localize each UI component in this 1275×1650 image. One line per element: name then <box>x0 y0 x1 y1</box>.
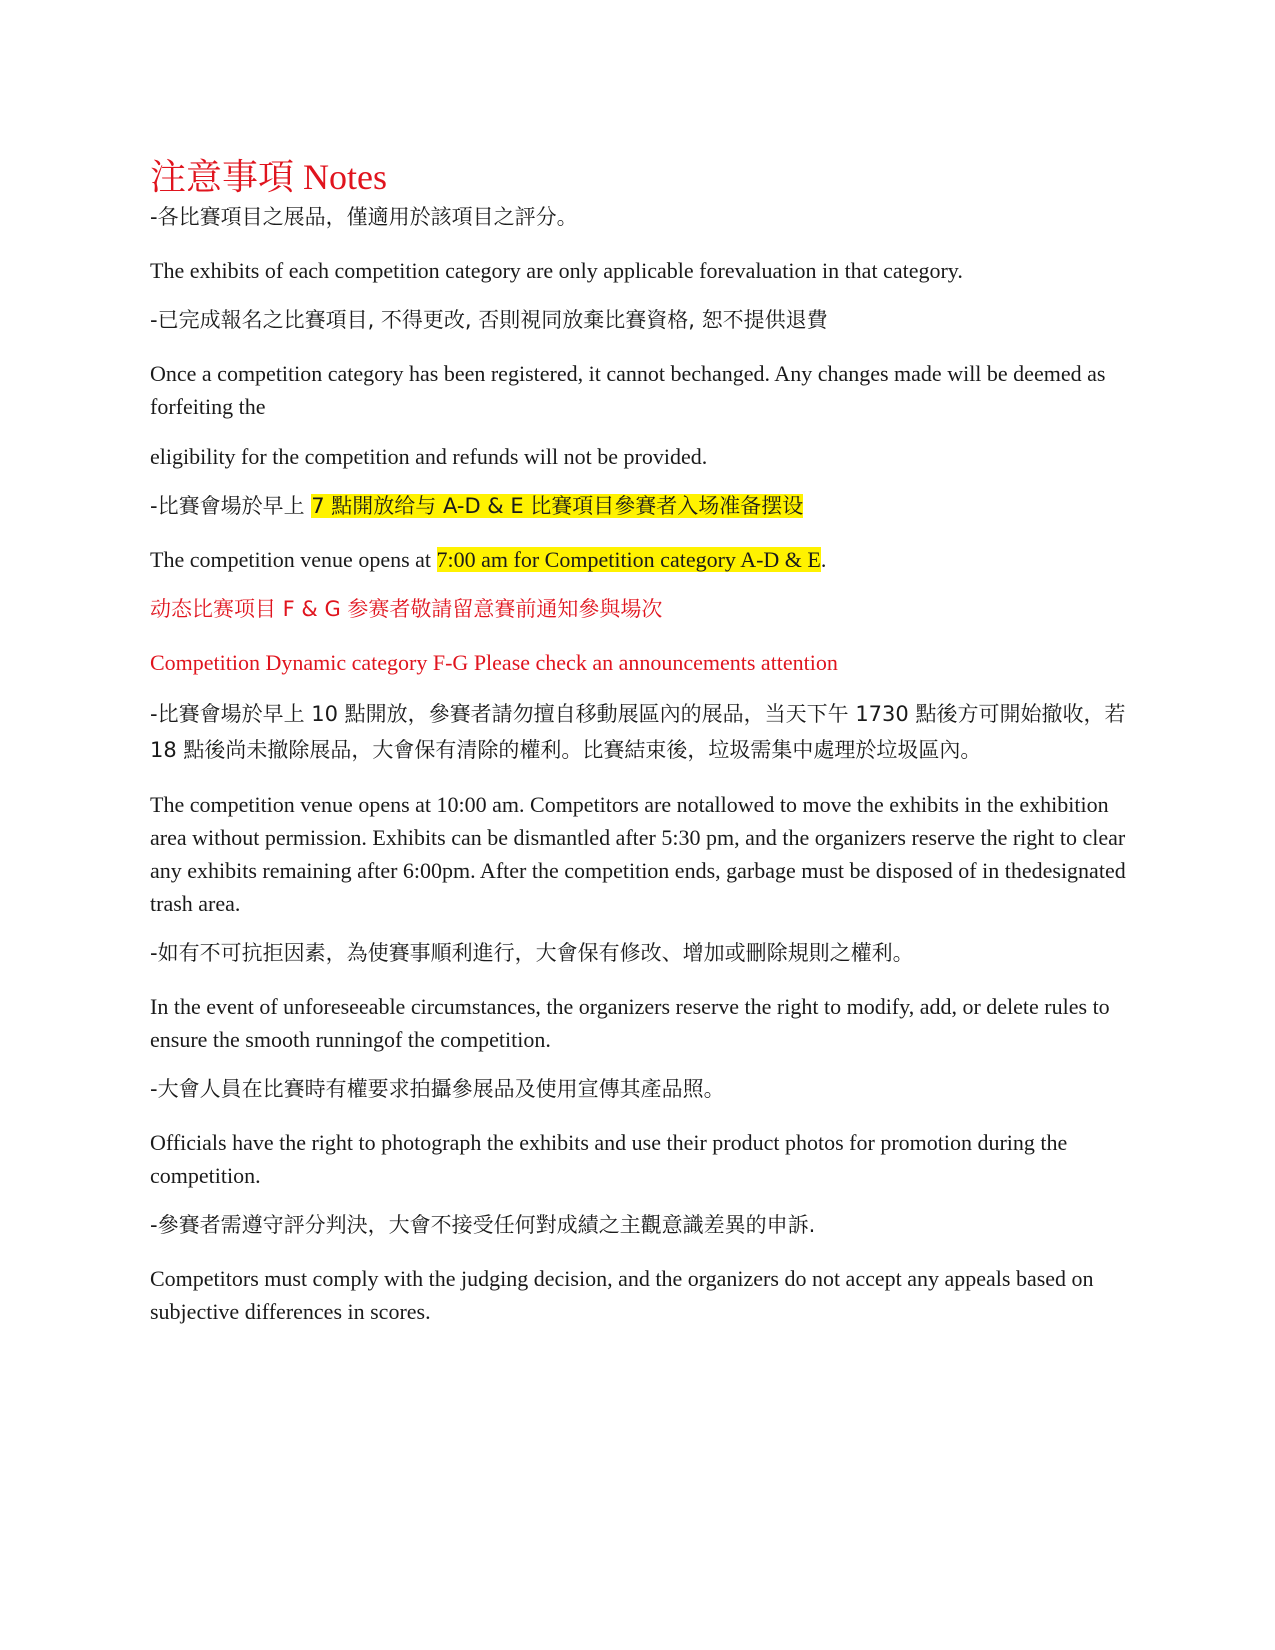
note-2-zh: -已完成報名之比賽項目, 不得更改, 否則視同放棄比賽資格, 恕不提供退費 <box>150 308 828 332</box>
note-4-en: The competition venue opens at 10:00 am. Competitors are notallowed to move the exhibits in the exhibition area without permission. Exhibits can be dismantled after 5:30 pm, and the organizers reserve the right to clear any exhibits remaining after 6:00pm. After the competition ends, garbage must be disposed of in thedesignated trash area. <box>150 792 1126 916</box>
note-2-en-part2: eligibility for the competition and refunds will not be provided. <box>150 444 708 469</box>
note-3-en-prefix: The competition venue opens at <box>150 547 437 572</box>
note-4-zh: -比賽會場於早上 10 點開放，參賽者請勿擅自移動展區內的展品，当天下午 1730 點後方可開始撤收，若 18 點後尚未撤除展品，大會保有清除的權利。比賽結束後，垃圾需集中處理於垃圾區內。 <box>150 702 1126 762</box>
note-7-zh: -參賽者需遵守評分判決，大會不接受任何對成績之主觀意識差異的申訴. <box>150 1213 816 1237</box>
note-1-en: The exhibits of each competition category are only applicable forevaluation in that category. <box>150 258 963 283</box>
document-page <box>150 155 1135 1328</box>
note-3-en-highlight: 7:00 am for Competition category A-D & E <box>436 547 821 572</box>
note-3-zh <box>150 490 1135 523</box>
note-6-zh: -大會人員在比賽時有權要求拍攝參展品及使用宣傳其產品照。 <box>150 1077 725 1101</box>
note-3-zh-prefix: -比賽會場於早上 <box>150 494 312 518</box>
note-7-en: Competitors must comply with the judging decision, and the organizers do not accept any appeals based on subjective differences in scores. <box>150 1266 1094 1324</box>
note-3-red-en: Competition Dynamic category F-G Please check an announcements attention <box>150 650 838 675</box>
note-6-en: Officials have the right to photograph the exhibits and use their product photos for promotion during the competition. <box>150 1130 1068 1188</box>
note-2-en-part1: Once a competition category has been registered, it cannot bechanged. Any changes made will be deemed as forfeiting the <box>150 361 1106 419</box>
note-3-en <box>150 543 1135 576</box>
note-1-zh: -各比賽項目之展品，僅適用於該項目之評分。 <box>150 205 578 229</box>
note-3-zh-highlight: 7 點開放给与 A-D & E 比賽項目參賽者入场准备摆设 <box>311 494 804 518</box>
note-5-en: In the event of unforeseeable circumstances, the organizers reserve the right to modify, add, or delete rules to ensure the smooth runningof the competition. <box>150 994 1110 1052</box>
note-3-en-suffix: . <box>820 547 827 572</box>
note-5-zh: -如有不可抗拒因素，為使賽事順利進行，大會保有修改、增加或刪除規則之權利。 <box>150 941 914 965</box>
page-title: 注意事項 Notes <box>150 157 387 197</box>
note-3-red-zh: 动态比赛项目 F & G 参赛者敬請留意賽前通知參與場次 <box>150 597 663 621</box>
